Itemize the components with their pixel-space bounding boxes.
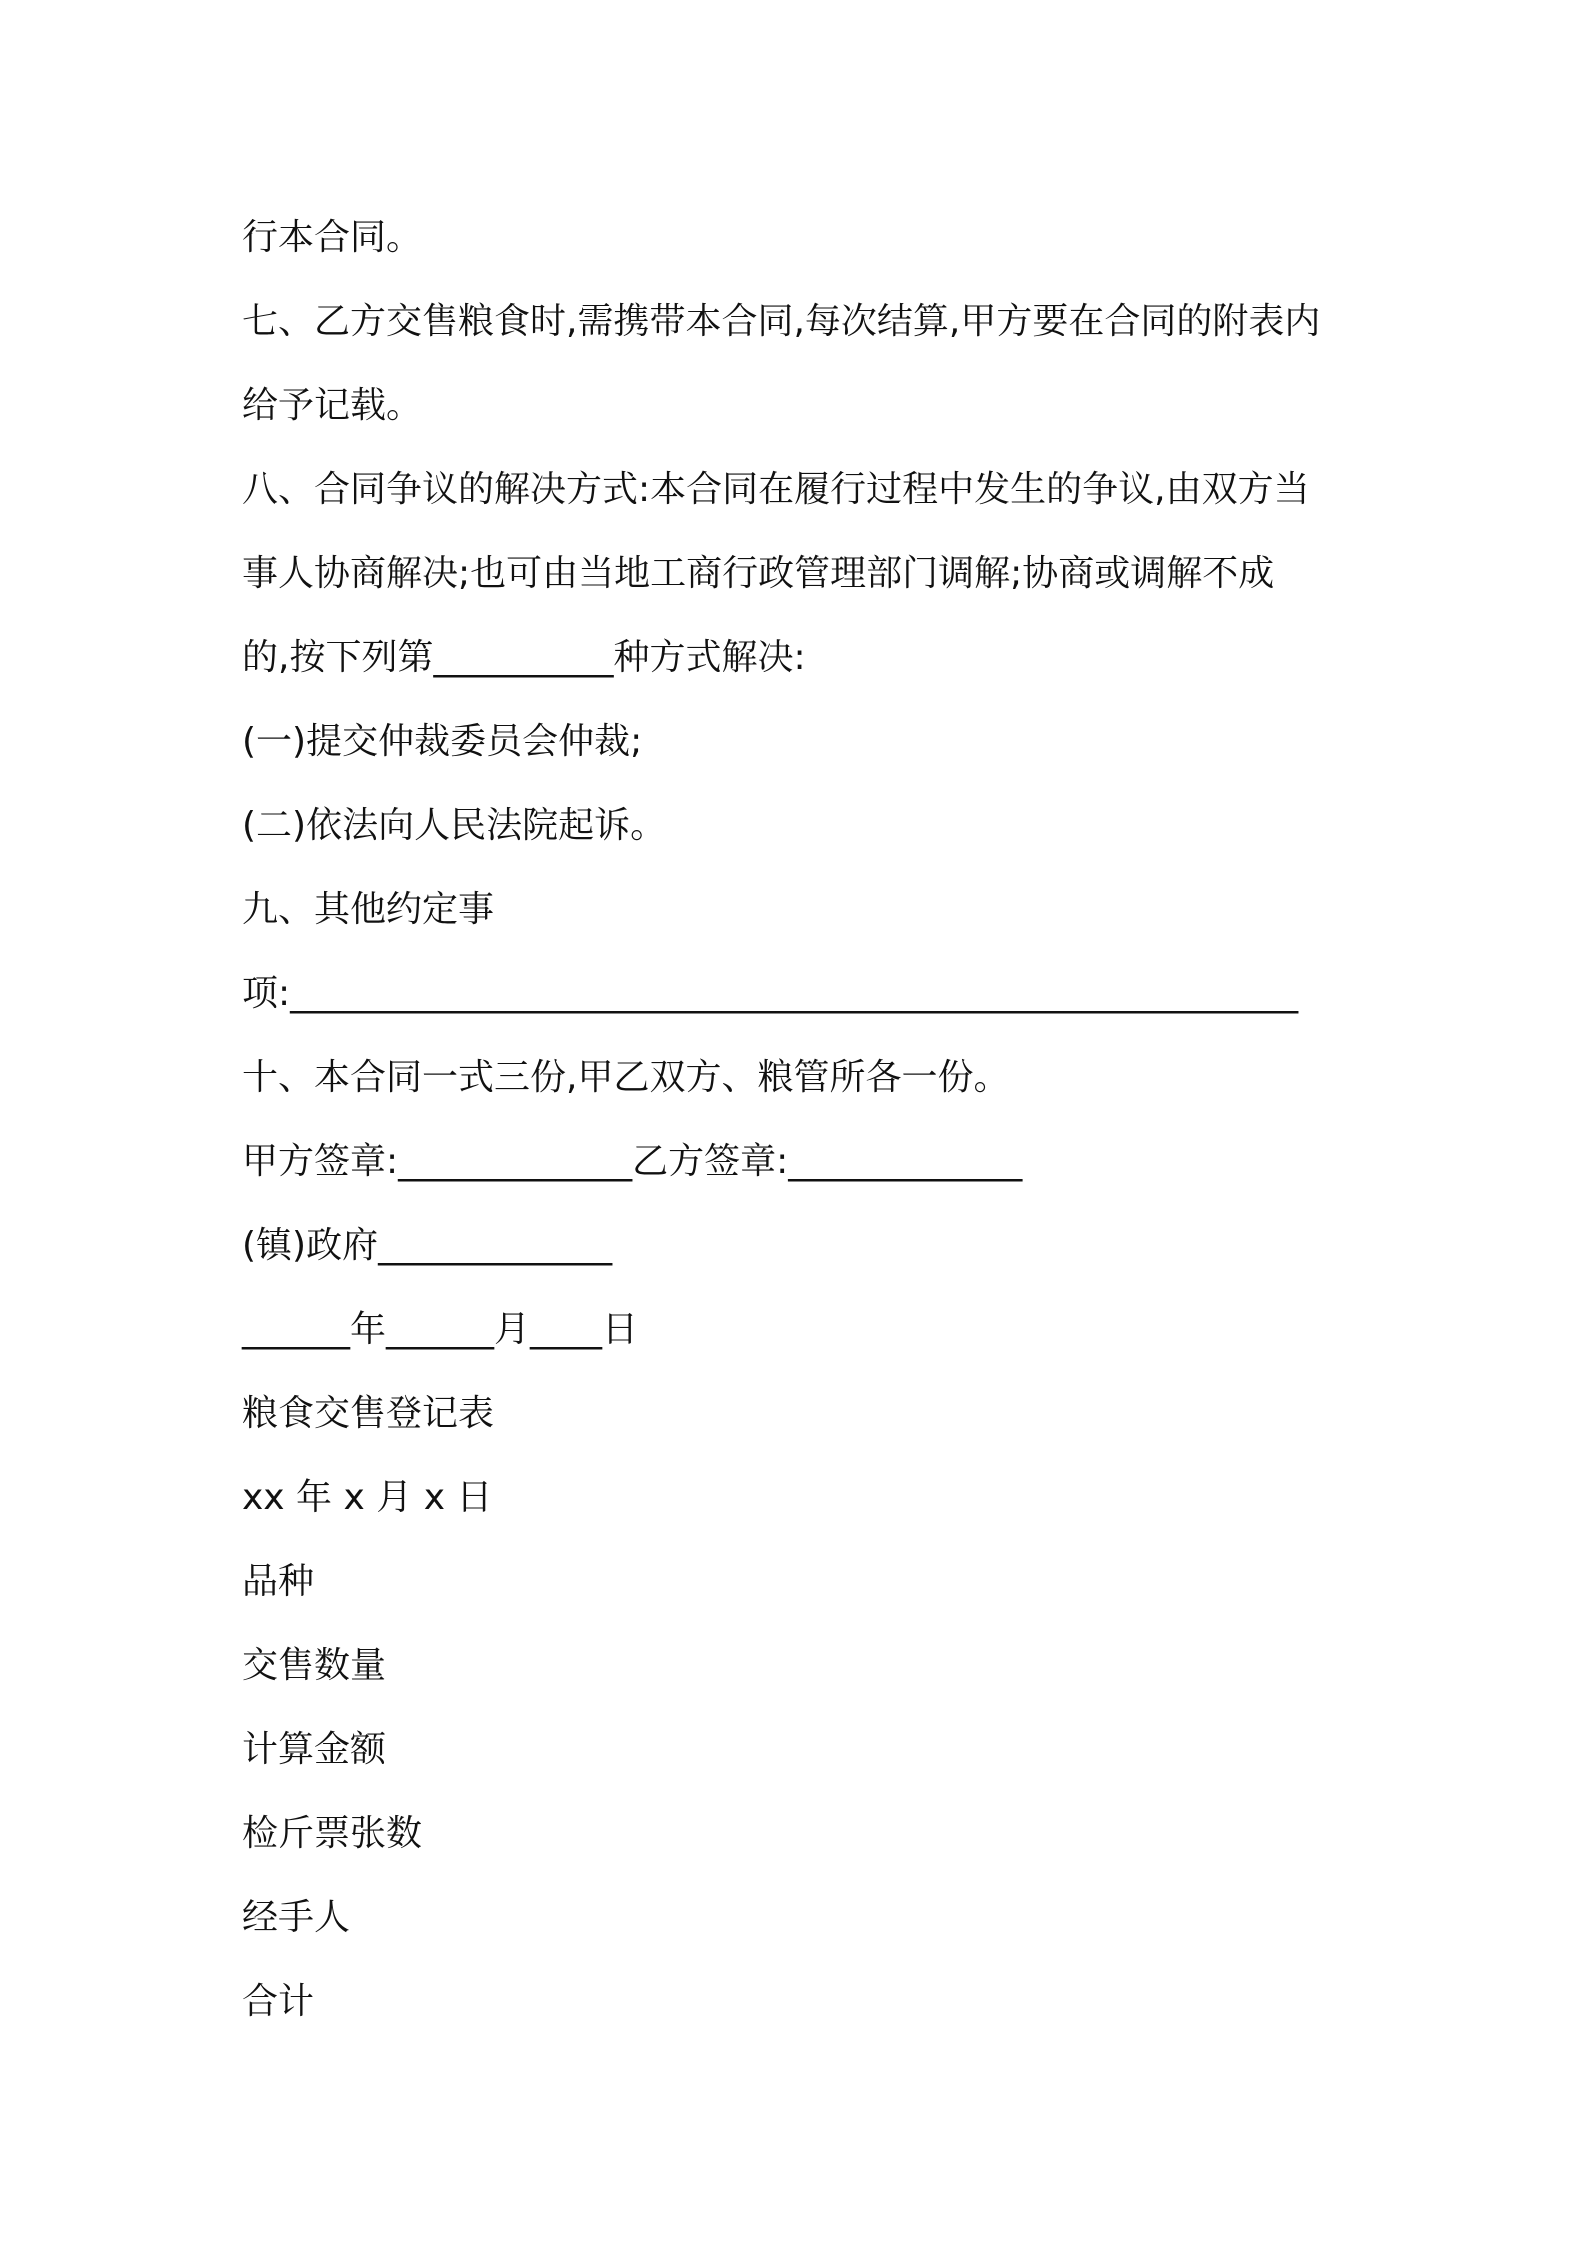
signature-line: 甲方签章:_____________乙方签章:_____________ [242, 1141, 1023, 1182]
clause-8-line-2: 事人协商解决;也可由当地工商行政管理部门调解;协商或调解不成 [242, 553, 1275, 594]
clause-9-line-1: 九、其他约定事 [242, 889, 495, 930]
text-line-contract-continued: 行本合同。 [242, 217, 423, 258]
document-body [242, 196, 1352, 2044]
registration-form-date: xx 年 x 月 x 日 [242, 1477, 493, 1518]
field-weighing-ticket-count: 检斤票张数 [242, 1813, 423, 1854]
clause-10: 十、本合同一式三份,甲乙双方、粮管所各一份。 [242, 1057, 1010, 1098]
government-line: (镇)政府_____________ [242, 1225, 613, 1266]
field-calculated-amount: 计算金额 [242, 1729, 387, 1770]
clause-8-line-3: 的,按下列第__________种方式解决: [242, 637, 806, 678]
clause-9-line-2: 项:________________________________________________________ [242, 973, 1299, 1014]
clause-8-option-1: (一)提交仲裁委员会仲裁; [242, 721, 643, 762]
clause-8-line-1: 八、合同争议的解决方式:本合同在履行过程中发生的争议,由双方当 [242, 469, 1310, 510]
registration-form-title: 粮食交售登记表 [242, 1393, 495, 1434]
field-variety: 品种 [242, 1561, 315, 1602]
clause-7-line-2: 给予记载。 [242, 385, 423, 426]
field-total: 合计 [242, 1981, 315, 2022]
date-line: ______年______月____日 [242, 1309, 638, 1350]
field-handler: 经手人 [242, 1897, 351, 1938]
clause-7-line-1: 七、乙方交售粮食时,需携带本合同,每次结算,甲方要在合同的附表内 [242, 301, 1321, 342]
clause-8-option-2: (二)依法向人民法院起诉。 [242, 805, 667, 846]
field-sale-quantity: 交售数量 [242, 1645, 387, 1686]
